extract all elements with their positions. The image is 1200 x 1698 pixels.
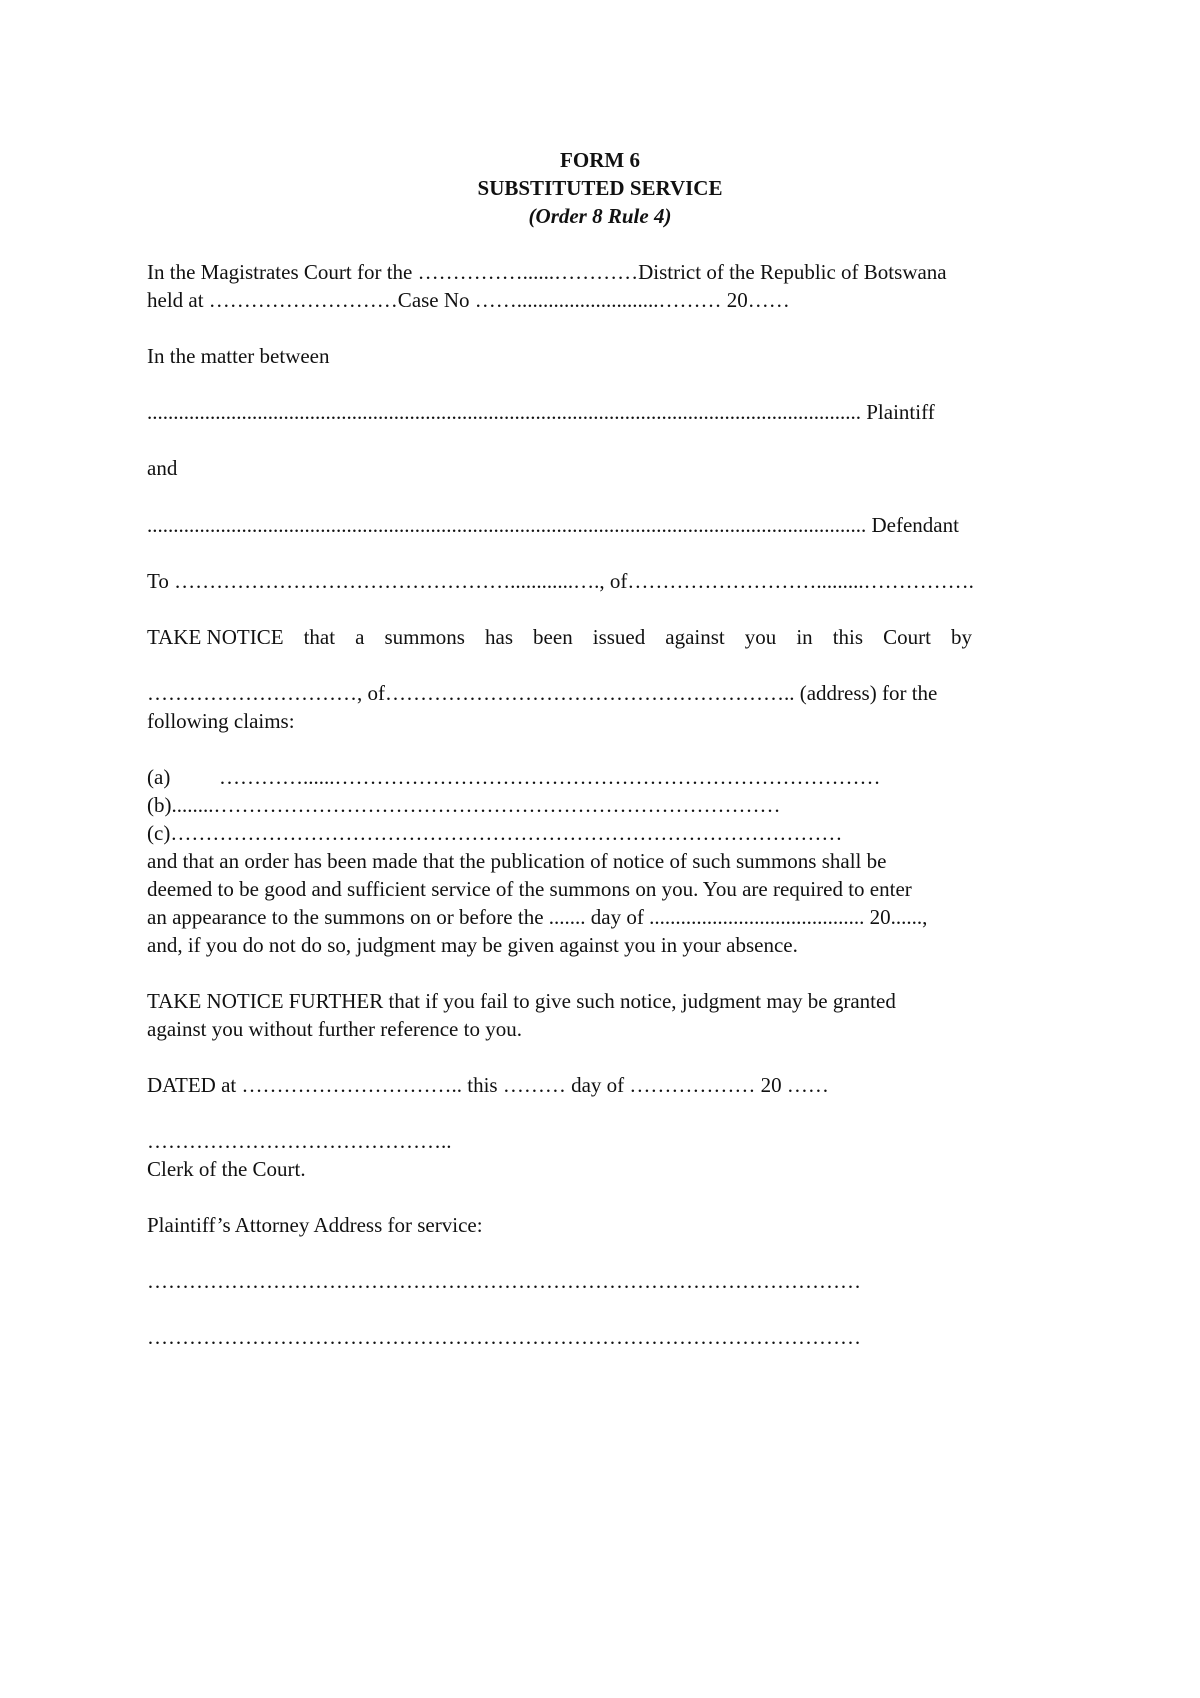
notice-word: issued: [592, 625, 646, 649]
claims-intro: following claims:: [147, 709, 295, 733]
notice-word: summons: [384, 625, 465, 649]
form-title: SUBSTITUTED SERVICE: [477, 176, 723, 200]
attorney-address-line-1: …………………………………………………………………………………………: [147, 1269, 861, 1293]
order-line-4: and, if you do not do so, judgment may be given against you in your absence.: [147, 933, 798, 957]
notice-word: this: [832, 625, 864, 649]
notice-word: against: [665, 625, 725, 649]
further-line-1: TAKE NOTICE FURTHER that if you fail to give such notice, judgment may be granted: [147, 989, 896, 1013]
to-line: To …………………………………………............…., of……………………….........…………….: [147, 569, 974, 593]
order-line-2: deemed to be good and sufficient service of the summons on you. You are required to enter: [147, 877, 912, 901]
notice-word: TAKE NOTICE: [147, 625, 284, 649]
claim-label: (a): [147, 765, 171, 789]
notice-word: a: [355, 625, 365, 649]
notice-word: by: [950, 625, 972, 649]
claim-c: [147, 819, 842, 847]
notice-word: has: [485, 625, 514, 649]
claim-label: (c): [147, 821, 171, 845]
court-line-1: In the Magistrates Court for the ……………......…………District of the Republic of Botswana: [147, 260, 947, 284]
dated-line: DATED at ………………………….. this ……… day of ……………… 20 ……: [147, 1073, 829, 1097]
court-line-2: held at ………………………Case No ……...........................……… 20……: [147, 288, 790, 312]
parties-intro: In the matter between: [147, 344, 330, 368]
attorney-label: Plaintiff’s Attorney Address for service:: [147, 1213, 483, 1237]
further-line-2: against you without further reference to you.: [147, 1017, 522, 1041]
claim-dots: ……………………………………………………………………………………: [170, 821, 843, 845]
claim-dots: ........………………………………………………………………………: [171, 793, 781, 817]
claim-dots: …………......……………………………………………………………………: [219, 765, 881, 789]
form-subtitle: (Order 8 Rule 4): [528, 204, 672, 228]
signature-label: Clerk of the Court.: [147, 1157, 306, 1181]
and-text: and: [147, 456, 178, 480]
claim-label: (b): [147, 793, 172, 817]
notice-word: Court: [883, 625, 931, 649]
notice-word: that: [303, 625, 336, 649]
notice-word: in: [796, 625, 813, 649]
claim-a: [147, 763, 881, 791]
notice-word: been: [533, 625, 573, 649]
attorney-address-line-2: …………………………………………………………………………………………: [147, 1325, 861, 1349]
signature-dots: ……………………………………..: [147, 1129, 452, 1153]
plaintiff-line: ........................................................................................................................................ Plaintiff: [147, 400, 935, 424]
form-number: FORM 6: [560, 148, 640, 172]
claim-b: [147, 791, 781, 819]
summons-by-line: …………………………, of………………………………………………….. (address) for the: [147, 681, 938, 705]
notice-word: you: [744, 625, 777, 649]
order-line-3: an appearance to the summons on or before the ....... day of ......................................... 20......,: [147, 905, 928, 929]
defendant-line: ......................................................................................................................................... Defendant: [147, 513, 959, 537]
order-line-1: and that an order has been made that the publication of notice of such summons shall be: [147, 849, 887, 873]
take-notice-line: [147, 623, 972, 651]
